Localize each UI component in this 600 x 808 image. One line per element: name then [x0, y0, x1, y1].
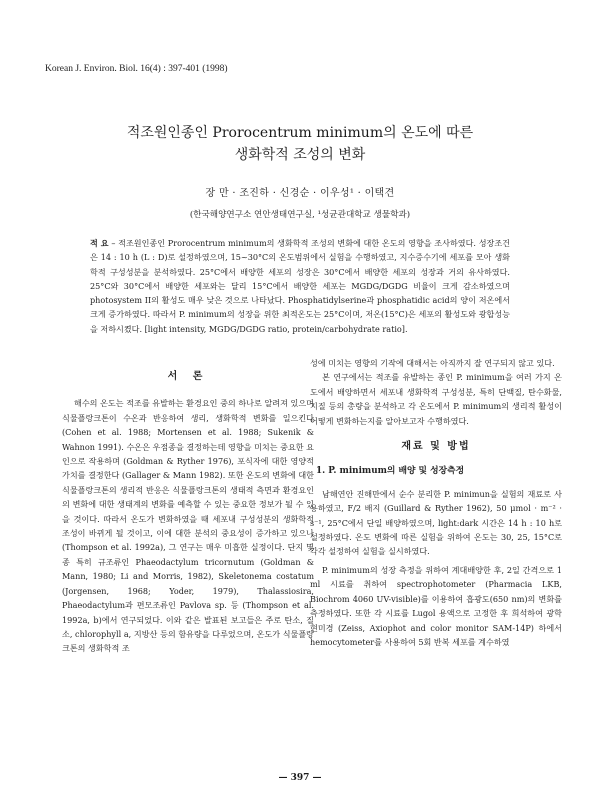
introduction-aim: 본 연구에서는 적조를 유발하는 종인 P. minimum을 여러 가지 온도에서 배양하면서 세포내 생화학적 구성성분, 특히 단백질, 탄수화물, 지질 등의 총량을 분석하고 각 온도에서 P. minimum의 생리적 활성이 어떻게 변화하는지를 알아보고자 수행하였다.	[310, 372, 562, 426]
paper-title	[0, 122, 600, 166]
title-line-1: 적조원인종인 Prorocentrum minimum의 온도에 따른	[126, 125, 474, 141]
methods-paragraph-2: P. minimum의 성장 측정을 위하여 계대배양한 후, 2일 간격으로 1 ml 시료를 취하여 spectrophotometer (Pharmacia LKB, Biochrom 4060 UV-visible)를 이용하여 흡광도(650 nm)의 변화를 측정하였다. 또한 각 시료를 Lugol 용액으로 고정한 후 희석하여 광학현미경 (Zeiss, Axiophot and color monitor SAM-14P) 하에서 hemocytometer를 사용하여 5회 반복 세포를 계수하였	[310, 564, 562, 647]
introduction-heading: 서 론	[167, 371, 209, 382]
author-list: 장 만 · 조진하 · 신경순 · 이우성¹ · 이택견	[205, 188, 395, 199]
methods-paragraph-1: 남해연안 진해만에서 순수 분리한 P. minimun을 실험의 재료로 사용하였고, F/2 배지 (Guillard & Ryther 1962), 50 μmol · m⁻² · s⁻¹, 25°C에서 단일 배양하였으며, light:dark 시간은 14 h : 10 h로 설정하였다. 온도 변화에 따른 실험을 위하여 온도는 30, 25, 15°C로 각각 설정하여 실험을 실시하였다.	[310, 488, 562, 557]
abstract-text: – 적조원인종인 Prorocentrum minimum의 생화학적 조성의 변화에 대한 온도의 영향을 조사하였다. 성장조건은 14 : 10 h (L : D)로 설정하였으며, 15~30°C의 온도범위에서 실험을 수행하였고, 지수증수기에 세포를 모아 생화학적 구성성분을 분석하였다. 25°C에서 배양한 세포의 성장은 30°C에서 배양한 세포의 성장과 거의 유사하였다. 25°C와 30°C에서 배양한 세포와는 달리 15°C에서 배양한 세포는 MGDG/DGDG 비율이 크게 감소하였으며 photosystem II의 활성도 매우 낮은 것으로 나타났다. Phosphatidylserine과 phosphatidic acid의 양이 저온에서 크게 증가하였다. 따라서 P. minimum의 성장을 위한 최적온도는 25°C이며, 저온(15°C)은 세포의 활성도와 광합성능을 저하시켰다. [light intensity, MGDG/DGDG ratio, protein/carbohydrate ratio].	[90, 238, 510, 334]
journal-reference: Korean J. Environ. Biol. 16(4) : 397-401 (1998)	[45, 64, 228, 74]
abstract	[90, 236, 510, 336]
introduction-paragraph: 해수의 온도는 적조를 유발하는 환경요인 중의 하나로 알려져 있으며 식물플랑크톤이 수온과 반응하여 생리, 생화학적 변화를 일으킨다 (Cohen et al. 1988; Mortensen et al. 1988; Sukenik & Wahnon 1991). 수온은 우점종을 결정하는데 영향을 미치는 중요한 요인으로 작용하며 (Goldman & Ryther 1976), 포식자에 대한 영양적 가치를 결정한다 (Gallager & Mann 1982). 또한 온도의 변화에 대한 식물플랑크톤의 생리적 반응은 식물플랑크톤의 생태적 측면과 환경요인의 변화에 대한 생태계의 변화를 예측할 수 있는 중요한 정보가 될 수 있을 것이다. 따라서 온도가 변화하였을 때 세포내 구성성분의 생화학적 조성이 바뀌게 될 것이고, 이에 대한 분석의 중요성이 증가하고 있으나 (Thompson et al. 1992a), 그 연구는 매우 미흡한 실정이다. 단지 몇 종 특히 규조류인 Phaeodactylum tricornutum (Goldman & Mann, 1980; Li and Morris, 1982), Skeletonema costatum (Jorgensen, 1968; Yoder, 1979), Thalassiosira, Phaeodactylum과 편모조류인 Pavlova sp. 등 (Thompson et al. 1992a, b)에서 연구되었다. 이와 같은 발표된 보고들은 주로 탄소, 질소, chlorophyll a, 지방산 등의 함유량을 다루었으며, 온도가 식물플랑크톤의 생화학적 조	[62, 398, 314, 654]
introduction-continued: 성에 미치는 영향의 기작에 대해서는 아직까지 잘 연구되지 않고 있다.	[310, 358, 555, 368]
right-column	[310, 356, 562, 649]
affiliation: (한국해양연구소 연안생태연구실, ¹성균관대학교 생물학과)	[189, 210, 411, 220]
left-column	[62, 356, 314, 656]
title-line-2: 생화학적 조성의 변화	[234, 147, 366, 163]
page-number: — 397 —	[278, 773, 322, 783]
methods-subheading: 1. P. minimum의 배양 및 성장측정	[316, 466, 465, 477]
abstract-label: 적 요	[90, 238, 109, 248]
methods-heading: 재료 및 방법	[401, 441, 471, 453]
